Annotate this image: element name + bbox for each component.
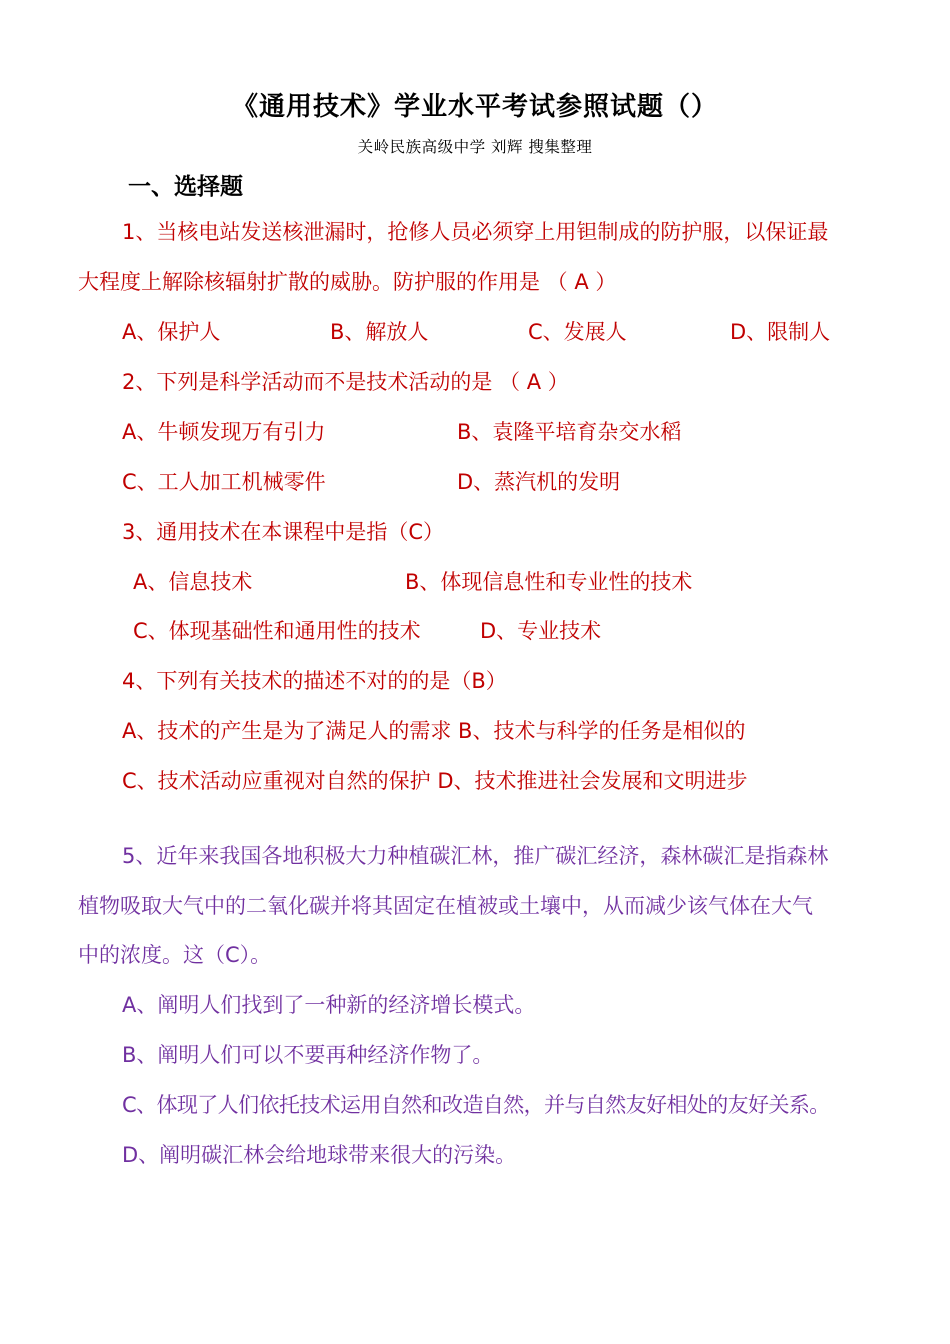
- question-1-stem-line-1: 1、当核电站发送核泄漏时，抢修人员必须穿上用钽制成的防护服，以保证最: [122, 220, 829, 244]
- question-3-stem: 3、通用技术在本课程中是指（C）: [122, 520, 445, 544]
- question-2-option-a: A、牛顿发现万有引力: [122, 420, 326, 444]
- question-5-option-b: B、阐明人们可以不要再种经济作物了。: [122, 1043, 494, 1067]
- question-3-option-c: C、体现基础性和通用性的技术: [133, 619, 421, 643]
- page-subtitle: 关岭民族高级中学 刘辉 搜集整理: [357, 138, 593, 156]
- question-5-option-c: C、体现了人们依托技术运用自然和改造自然，并与自然友好相处的友好关系。: [122, 1093, 830, 1117]
- question-1-stem-line-2: 大程度上解除核辐射扩散的威胁。防护服的作用是 （ A ）: [78, 270, 617, 294]
- question-3-option-a: A、信息技术: [133, 570, 253, 594]
- question-3-option-b: B、体现信息性和专业性的技术: [405, 570, 693, 594]
- question-5-option-d: D、阐明碳汇林会给地球带来很大的污染。: [122, 1143, 517, 1167]
- page-title: 《通用技术》学业水平考试参照试题（）: [231, 92, 718, 122]
- question-5-stem-line-3: 中的浓度。这（C）。: [78, 943, 272, 967]
- question-4-stem: 4、下列有关技术的描述不对的的是（B）: [122, 669, 507, 693]
- question-4-options-ab: A、技术的产生是为了满足人的需求 B、技术与科学的任务是相似的: [122, 719, 746, 743]
- question-1-option-a: A、保护人: [122, 320, 221, 344]
- section-heading: 一、选择题: [128, 174, 243, 200]
- question-2-option-c: C、工人加工机械零件: [122, 470, 326, 494]
- question-4-options-cd: C、技术活动应重视对自然的保护 D、技术推进社会发展和文明进步: [122, 769, 748, 793]
- question-5-option-a: A、阐明人们找到了一种新的经济增长模式。: [122, 993, 536, 1017]
- question-2-stem: 2、下列是科学活动而不是技术活动的是 （ A ）: [122, 370, 569, 394]
- question-1-option-b: B、解放人: [330, 320, 429, 344]
- question-1-option-d: D、限制人: [730, 320, 831, 344]
- question-2-option-d: D、蒸汽机的发明: [457, 470, 621, 494]
- question-3-option-d: D、专业技术: [480, 619, 602, 643]
- question-2-option-b: B、袁隆平培育杂交水稻: [457, 420, 682, 444]
- question-5-stem-line-2: 植物吸取大气中的二氧化碳并将其固定在植被或土壤中，从而减少该气体在大气: [78, 894, 813, 918]
- question-1-option-c: C、发展人: [528, 320, 627, 344]
- question-5-stem-line-1: 5、近年来我国各地积极大力种植碳汇林，推广碳汇经济，森林碳汇是指森林: [122, 844, 829, 868]
